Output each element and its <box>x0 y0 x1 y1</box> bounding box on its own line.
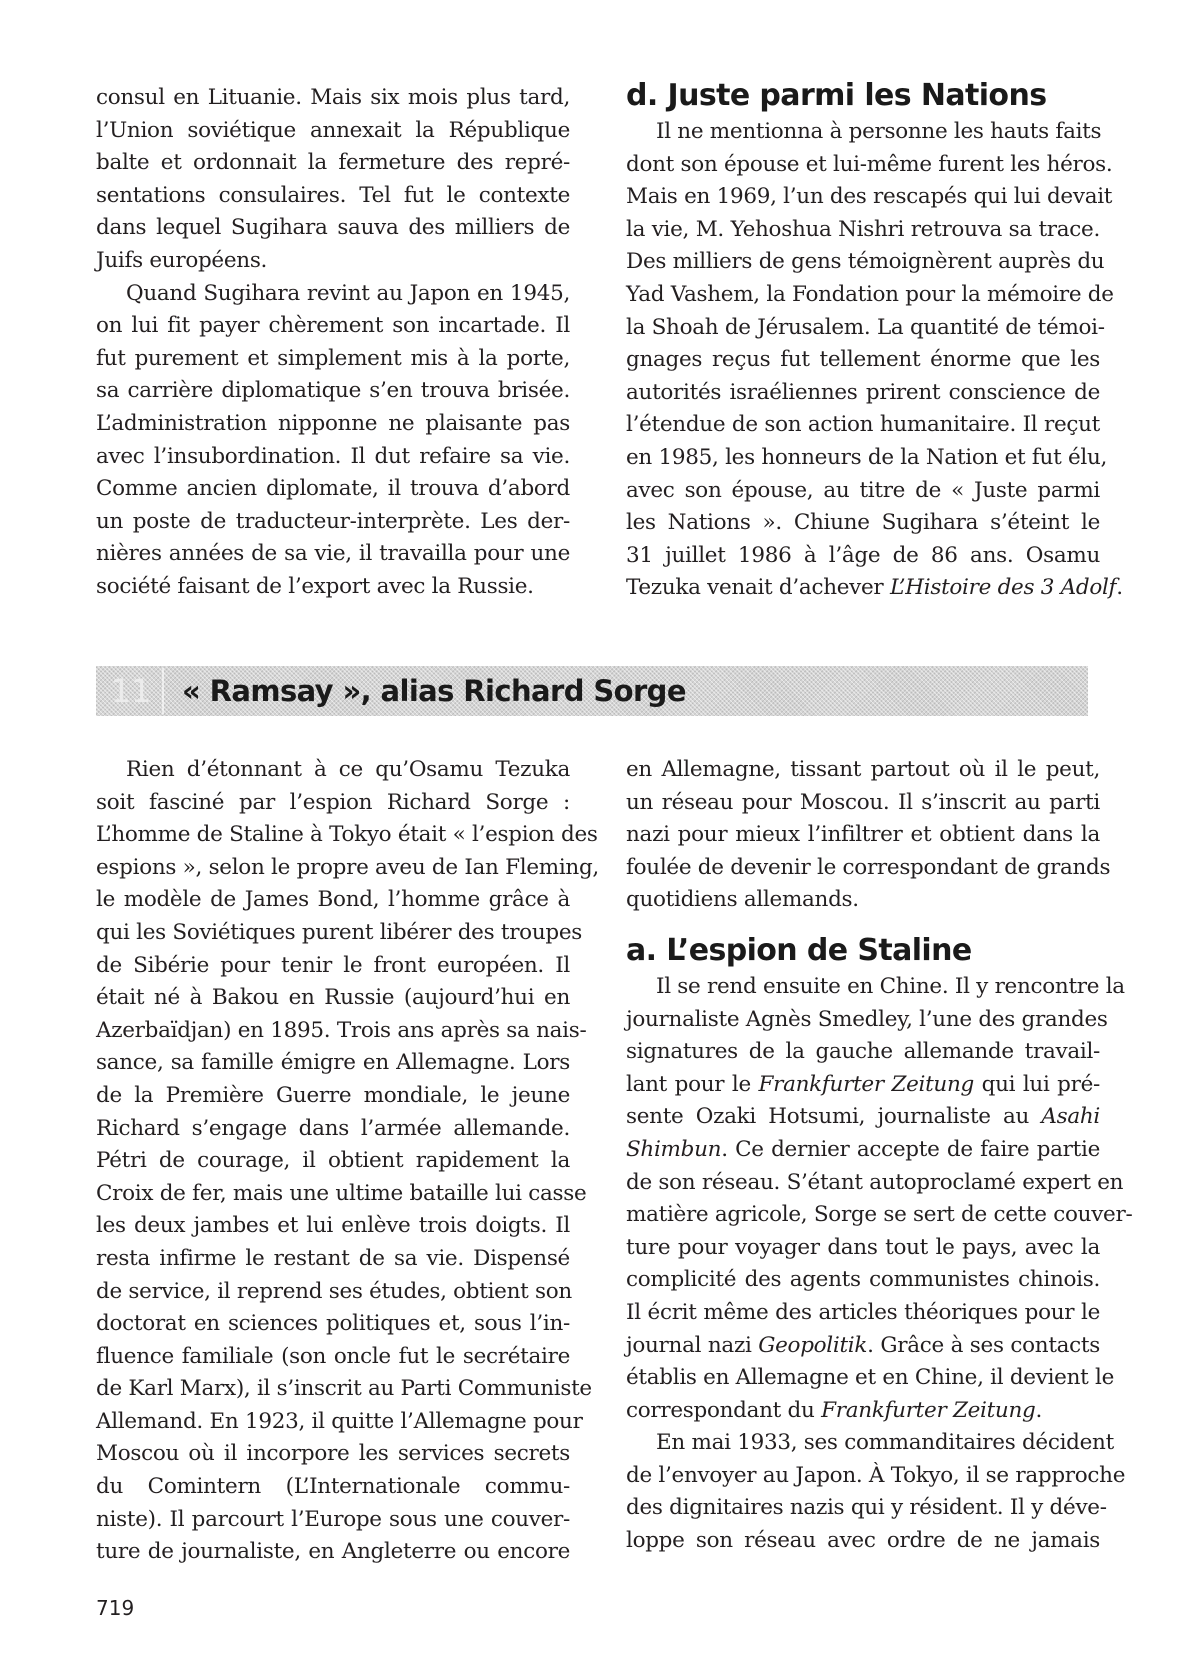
text-fragment: lant pour le <box>626 1071 759 1097</box>
text-line: était né à Bakou en Russie (aujourd’hui en <box>96 985 570 1011</box>
text-line: Allemand. En 1923, il quitte l’Allemagne pour <box>96 1408 583 1434</box>
text-line: Azerbaïdjan) en 1895. Trois ans après sa nais- <box>96 1017 587 1043</box>
text-line: dont son épouse et lui-même furent les héros. <box>626 151 1113 177</box>
text-line: consul en Lituanie. Mais six mois plus tard, <box>96 85 570 110</box>
text-line: Des milliers de gens témoignèrent auprès du <box>626 249 1105 275</box>
text-fragment: Tezuka venait d’achever <box>626 575 890 601</box>
newspaper-title: Frankfurter Zeitung <box>821 1397 1036 1423</box>
text-line: Richard s’engage dans l’armée allemande. <box>96 1115 570 1141</box>
section-number: 11 <box>110 672 152 710</box>
text-line: sa carrière diplomatique s’en trouva brisée. <box>96 378 570 404</box>
text-line: nières années de sa vie, il travailla pour une <box>96 541 570 567</box>
text-line: complicité des agents communistes chinois. <box>626 1267 1100 1293</box>
text-line: nazi pour mieux l’infiltrer et obtient dans la <box>626 822 1100 848</box>
text-line: établis en Allemagne et en Chine, il devient le <box>626 1365 1115 1391</box>
text-line: on lui fit payer chèrement son incartade. Il <box>96 313 570 339</box>
text-line: balte et ordonnait la fermeture des repré- <box>96 150 570 176</box>
text-line: Pétri de courage, il obtient rapidement la <box>96 1148 570 1174</box>
text-line: L’administration nipponne ne plaisante pas <box>96 410 570 436</box>
text-line: sentations consulaires. Tel fut le contexte <box>96 182 570 208</box>
text-line: de l’envoyer au Japon. À Tokyo, il se rapproche <box>626 1462 1126 1488</box>
text-line: sance, sa famille émigre en Allemagne. Lors <box>96 1050 570 1076</box>
text-line: En mai 1933, ses commanditaires décident <box>656 1430 1114 1456</box>
text-fragment: . <box>1116 575 1123 601</box>
text-line: le modèle de James Bond, l’homme grâce à <box>96 887 570 913</box>
text-line: Il ne mentionna à personne les hauts faits <box>656 119 1102 144</box>
text-line <box>626 1395 1100 1428</box>
text-line: journaliste Agnès Smedley, l’une des grandes <box>626 1006 1108 1032</box>
top-left-column <box>96 82 570 604</box>
text-line: gnages reçus fut tellement énorme que les <box>626 347 1100 373</box>
text-line: de son réseau. S’étant autoproclamé expert en <box>626 1169 1124 1195</box>
text-line: ture de journaliste, en Angleterre ou encore <box>96 1539 570 1565</box>
text-line: les Nations ». Chiune Sugihara s’éteint le <box>626 510 1100 536</box>
text-line: Il écrit même des articles théoriques pour le <box>626 1299 1100 1325</box>
text-line: dans lequel Sugihara sauva des milliers de <box>96 215 570 241</box>
text-line: de Karl Marx), il s’inscrit au Parti Communiste <box>96 1376 592 1402</box>
banner-divider <box>162 668 164 714</box>
text-fragment: . Ce dernier accepte de faire partie <box>721 1136 1100 1162</box>
text-line: avec l’insubordination. Il dut refaire sa vie. <box>96 443 570 469</box>
text-fragment: correspondant du <box>626 1397 822 1423</box>
newspaper-title: Asahi <box>1041 1104 1100 1130</box>
text-line: la Shoah de Jérusalem. La quantité de témoi- <box>626 314 1105 340</box>
newspaper-title: Shimbun <box>626 1136 722 1162</box>
text-line: les deux jambes et lui enlève trois doigts. Il <box>96 1213 570 1239</box>
text-line: resta infirme le restant de sa vie. Dispensé <box>96 1245 570 1271</box>
subsection-heading: d. Juste parmi les Nations <box>626 78 1047 113</box>
text-line: Mais en 1969, l’un des rescapés qui lui devait <box>626 184 1113 210</box>
text-line: fut purement et simplement mis à la porte, <box>96 345 570 371</box>
text-line: signatures de la gauche allemande travail- <box>626 1039 1100 1065</box>
text-line: l’Union soviétique annexait la République <box>96 117 570 143</box>
text-line: un poste de traducteur-interprète. Les der- <box>96 508 570 534</box>
text-line: Comme ancien diplomate, il trouva d’abord <box>96 476 570 502</box>
text-line: de service, il reprend ses études, obtient son <box>96 1278 572 1304</box>
text-line: Quand Sugihara revint au Japon en 1945, <box>126 280 570 306</box>
text-line: en Allemagne, tissant partout où il le peut, <box>626 757 1100 782</box>
text-line <box>626 1134 1100 1167</box>
text-line: Croix de fer, mais une ultime bataille lui casse <box>96 1180 587 1206</box>
text-line: espions », selon le propre aveu de Ian Fleming, <box>96 854 599 880</box>
text-fragment: . <box>1035 1397 1043 1423</box>
text-line: 31 juillet 1986 à l’âge de 86 ans. Osamu <box>626 542 1100 568</box>
text-line: société faisant de l’export avec la Russie. <box>96 573 534 599</box>
page-number: 719 <box>96 1596 135 1620</box>
text-line: L’homme de Staline à Tokyo était « l’espion des <box>96 822 598 848</box>
text-fragment: sente Ozaki Hotsumi, journaliste au <box>626 1104 1042 1130</box>
text-line: des dignitaires nazis qui y résident. Il y déve- <box>626 1495 1107 1521</box>
text-line: niste). Il parcourt l’Europe sous une couver- <box>96 1506 570 1532</box>
text-line: du Comintern (L’Internationale commu- <box>96 1474 570 1500</box>
text-line: autorités israéliennes prirent conscience de <box>626 379 1100 405</box>
book-title: L’Histoire des 3 Adolf <box>889 575 1117 601</box>
text-line: matière agricole, Sorge se sert de cette couver- <box>626 1202 1133 1228</box>
text-line: Moscou où il incorpore les services secrets <box>96 1441 570 1467</box>
text-line: l’étendue de son action humanitaire. Il reçut <box>626 412 1100 438</box>
text-line: un réseau pour Moscou. Il s’inscrit au parti <box>626 789 1100 815</box>
text-line: la vie, M. Yehoshua Nishri retrouva sa trace. <box>626 216 1100 242</box>
text-line: Yad Vashem, la Fondation pour la mémoire de <box>626 281 1114 307</box>
journal-title: Geopolitik <box>758 1332 868 1358</box>
text-line: quotidiens allemands. <box>626 887 859 913</box>
text-line: Il se rend ensuite en Chine. Il y rencontre la <box>656 973 1125 999</box>
subsection-heading: a. L’espion de Staline <box>626 932 972 968</box>
text-line: avec son épouse, au titre de « Juste parmi <box>626 477 1100 503</box>
text-fragment: . Grâce à ses contacts <box>867 1332 1100 1358</box>
text-line: Rien d’étonnant à ce qu’Osamu Tezuka <box>126 757 570 782</box>
text-line <box>626 1101 1100 1134</box>
text-line: loppe son réseau avec ordre de ne jamais <box>626 1528 1100 1554</box>
text-line: Juifs européens. <box>96 247 268 273</box>
section-banner <box>96 666 1088 716</box>
text-fragment: qui lui pré- <box>974 1071 1101 1097</box>
top-right-column <box>626 78 1123 605</box>
text-fragment: journal nazi <box>626 1332 759 1358</box>
newspaper-title: Frankfurter Zeitung <box>758 1071 974 1097</box>
text-line: de la Première Guerre mondiale, le jeune <box>96 1082 570 1108</box>
text-line: ture pour voyager dans tout le pays, avec la <box>626 1234 1100 1260</box>
text-line: foulée de devenir le correspondant de grands <box>626 854 1111 880</box>
text-line <box>626 1330 1100 1363</box>
bottom-right-column <box>626 754 1133 1558</box>
section-title: « Ramsay », alias Richard Sorge <box>182 674 686 708</box>
text-line <box>626 1069 1100 1102</box>
text-line: de Sibérie pour tenir le front européen. Il <box>96 952 570 978</box>
text-line: soit fasciné par l’espion Richard Sorge : <box>96 789 570 815</box>
text-line <box>626 572 1123 605</box>
text-line: qui les Soviétiques purent libérer des troupes <box>96 919 582 945</box>
text-line: en 1985, les honneurs de la Nation et fut élu, <box>626 444 1108 470</box>
text-line: fluence familiale (son oncle fut le secrétaire <box>96 1343 570 1369</box>
text-line: doctorat en sciences politiques et, sous l’in- <box>96 1311 570 1337</box>
bottom-left-column <box>96 754 599 1569</box>
